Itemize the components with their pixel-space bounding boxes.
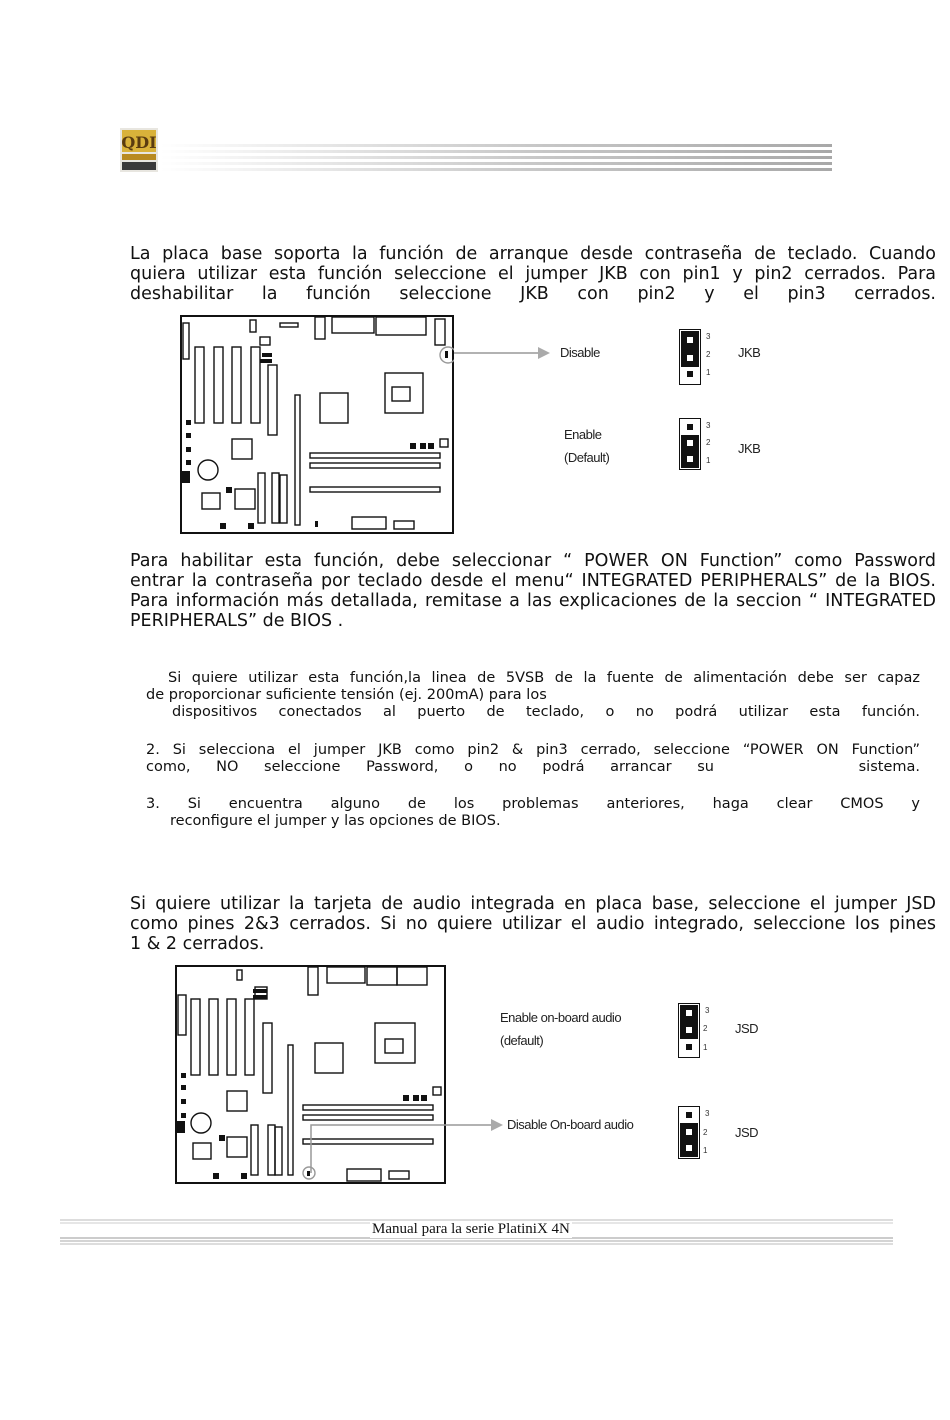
text-line: entrar la contraseña por teclado desde el menu“ INTEGRATED PERIPHERALS” de la BIOS. — [130, 571, 936, 591]
arrow-connector — [309, 1117, 509, 1177]
pin-number: 3 — [705, 1006, 710, 1015]
jkb-intro-paragraph — [130, 244, 936, 304]
jkb-name-label: JKB — [738, 441, 761, 456]
jkb-default-label: (Default) — [564, 450, 610, 465]
jumper-jkb-enable — [679, 418, 701, 470]
jkb-enable-label: Enable — [564, 427, 602, 442]
text-line: La placa base soporta la función de arranque desde contraseña de teclado. Cuando — [130, 244, 936, 264]
note-line: reconfigure el jumper y las opciones de BIOS. — [170, 813, 501, 829]
note-line: de proporcionar suficiente tensión (ej. 200mA) para los — [146, 687, 547, 703]
pin-number: 2 — [706, 350, 711, 359]
pin-number: 2 — [703, 1128, 708, 1137]
jumper-jkb-disable — [679, 329, 701, 385]
note-line: 2. Si selecciona el jumper JKB como pin2 & pin3 cerrado, seleccione “POWER ON Function” — [146, 742, 920, 758]
jsd-disable-label: Disable On-board audio — [507, 1117, 634, 1132]
note-line: sistema. — [858, 759, 920, 775]
jkb-disable-label: Disable — [560, 345, 600, 360]
pin-number: 3 — [706, 332, 711, 341]
jsd-name-label: JSD — [735, 1021, 759, 1036]
note-line: Si quiere utilizar esta función,la linea de 5VSB de la fuente de alimentación debe ser capaz — [168, 670, 920, 686]
text-line: quiera utilizar esta función seleccione el jumper JKB con pin1 y pin2 cerrados. Para — [130, 264, 936, 284]
header-rule — [160, 142, 832, 174]
text-line: 1 & 2 cerrados. — [130, 934, 265, 954]
pin-number: 1 — [706, 368, 711, 377]
note-line: 3. Si encuentra alguno de los problemas anteriores, haga clear CMOS y — [146, 796, 920, 812]
pin-number: 2 — [706, 438, 711, 447]
text-line: PERIPHERALS” de BIOS . — [130, 611, 344, 631]
text-line: Para información más detallada, remitase a las explicaciones de la seccion “ INTEGRATED — [130, 591, 936, 611]
svg-text:QDI: QDI — [121, 133, 157, 152]
text-line: Si quiere utilizar la tarjeta de audio integrada en placa base, seleccione el jumper JSD — [130, 894, 936, 914]
note-line: dispositivos conectados al puerto de teclado, o no podrá utilizar esta función. — [172, 704, 920, 720]
arrow-connector — [454, 343, 554, 363]
text-line: Para habilitar esta función, debe seleccionar “ POWER ON Function” como Password — [130, 551, 936, 571]
qdi-logo — [120, 128, 158, 172]
jkb-name-label: JKB — [738, 345, 761, 360]
pin-number: 2 — [703, 1024, 708, 1033]
pin-number: 1 — [706, 456, 711, 465]
jkb-bios-paragraph — [130, 551, 936, 631]
pin-number: 3 — [706, 421, 711, 430]
pin-number: 3 — [705, 1109, 710, 1118]
jsd-default-label: (default) — [500, 1033, 544, 1048]
pin-number: 1 — [703, 1043, 708, 1052]
jumper-jsd-enable — [678, 1003, 700, 1058]
pin-number: 1 — [703, 1146, 708, 1155]
footer-text: Manual para la serie PlatiniX 4N — [372, 1221, 570, 1237]
jsd-intro-paragraph — [130, 894, 936, 954]
text-line: como pines 2&3 cerrados. Si no quiere utilizar el audio integrado, seleccione los pines — [130, 914, 936, 934]
jsd-enable-label: Enable on-board audio — [500, 1010, 622, 1025]
note-line: como, NO seleccione Password, o no podrá arrancar su — [146, 759, 714, 775]
jsd-name-label: JSD — [735, 1125, 759, 1140]
jumper-jsd-disable — [678, 1106, 700, 1159]
motherboard-diagram-jkb — [180, 315, 454, 535]
text-line: deshabilitar la función seleccione JKB con pin2 y el pin3 cerrados. — [130, 284, 936, 304]
notes-block — [146, 670, 920, 830]
